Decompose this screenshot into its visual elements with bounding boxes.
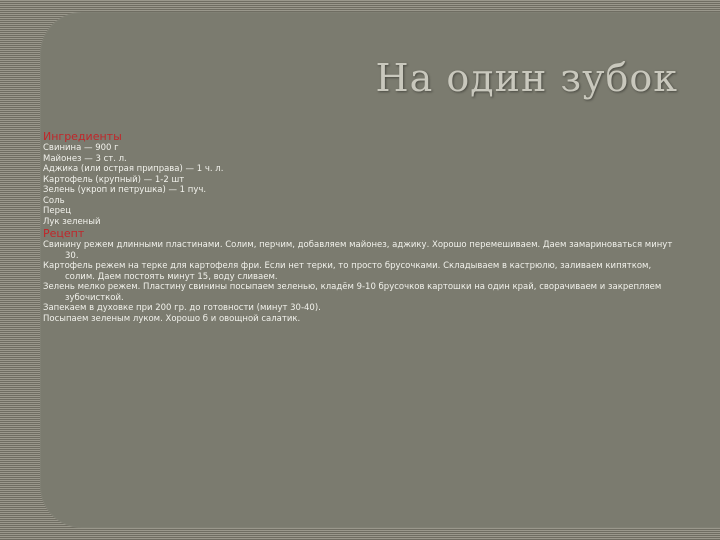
- recipe-step: Запекаем в духовке при 200 гр. до готовности (минут 30-40).: [43, 303, 321, 313]
- ingredient-item: Лук зеленый: [43, 216, 101, 227]
- ingredient-item: Соль: [43, 195, 65, 206]
- recipe-step-list: [43, 240, 673, 324]
- recipe-heading: Рецепт: [43, 227, 85, 240]
- ingredient-item: Свинина — 900 г: [43, 143, 119, 153]
- ingredient-item: Зелень (укроп и петрушка) — 1 пуч.: [43, 185, 207, 195]
- ingredient-item: Перец: [43, 206, 72, 216]
- ingredient-item: Картофель (крупный) — 1-2 шт: [43, 174, 185, 185]
- recipe-step: Картофель режем на терке для картофеля фри. Если нет терки, то просто брусочками. Складываем в кастрюлю, заливаем кипятком, солим. Даем постоять минут 15, воду сливаем.: [43, 261, 652, 282]
- recipe-step: Свинину режем длинными пластинами. Солим, перчим, добавляем майонез, аджику. Хорошо перемешиваем. Даем замариноваться минут 30.: [43, 240, 673, 261]
- slide-content: [43, 130, 673, 324]
- ingredients-heading: Ингредиенты: [43, 130, 122, 143]
- ingredient-item: Аджика (или острая приправа) — 1 ч. л.: [43, 164, 224, 174]
- recipe-step: Посыпаем зеленым луком. Хорошо б и овощной салатик.: [43, 313, 301, 324]
- slide-title: На один зубок: [375, 56, 678, 100]
- ingredient-item: Майонез — 3 ст. л.: [43, 153, 127, 164]
- ingredient-list: [43, 143, 673, 227]
- recipe-step: Зелень мелко режем. Пластину свинины посыпаем зеленью, кладём 9-10 брусочков картошки на один край, сворачиваем и закрепляем зубочисткой.: [43, 282, 662, 303]
